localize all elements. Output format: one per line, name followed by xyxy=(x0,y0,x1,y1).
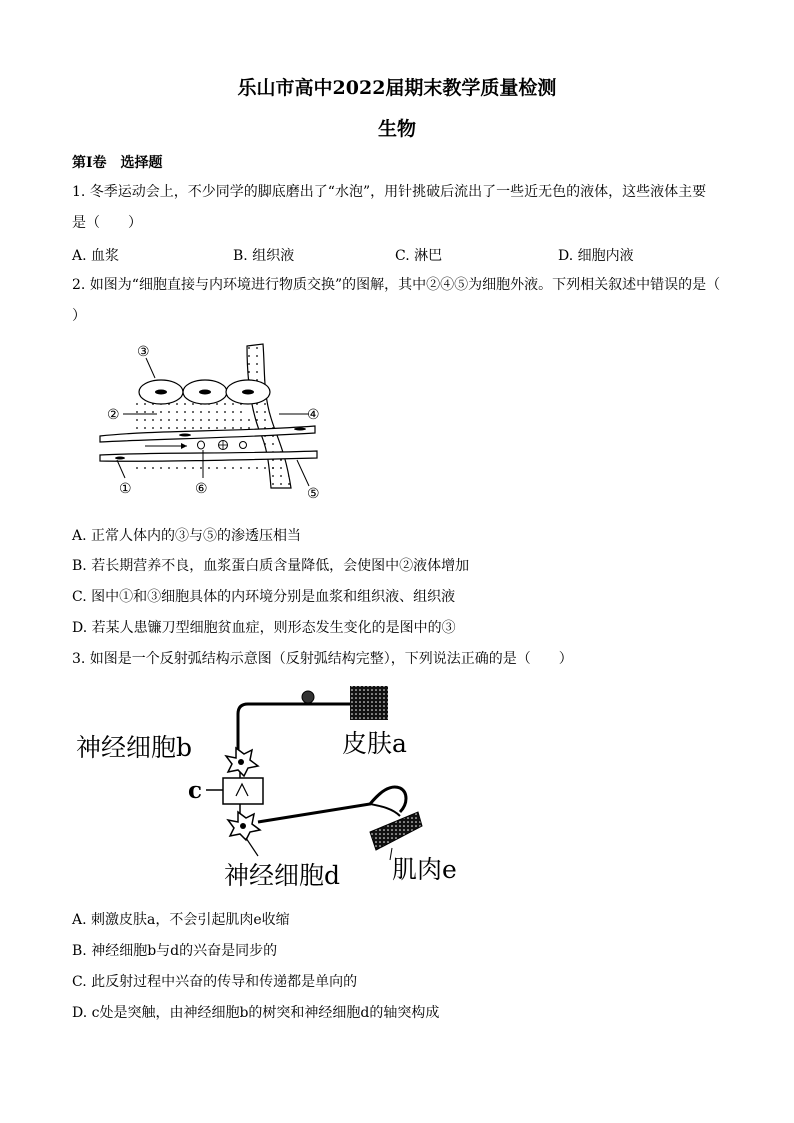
q1-option-b[interactable]: B. 组织液 xyxy=(233,248,295,264)
page-title: 乐山市高中2022届期末教学质量检测 xyxy=(237,77,557,99)
label-5: ⑤ xyxy=(307,486,320,502)
muscle-effector xyxy=(370,812,422,850)
label-neuron-b: 神经细胞b xyxy=(76,733,193,762)
q3-option-c[interactable]: C. 此反射过程中兴奋的传导和传递都是单向的 xyxy=(72,974,358,990)
q1-option-c[interactable]: C. 淋巴 xyxy=(395,248,443,264)
label-skin-a: 皮肤a xyxy=(342,729,407,758)
q1-stem-line1: 1. 冬季运动会上，不少同学的脚底磨出了“水泡”，用针挑破后流出了一些近无色的液体，这些液体主要 xyxy=(72,184,707,200)
motor-nerve-fiber xyxy=(258,787,406,822)
endothelial-nucleus xyxy=(115,457,125,460)
q2-option-d[interactable]: D. 若某人患镰刀型细胞贫血症，则形态发生变化的是图中的③ xyxy=(72,620,456,636)
cell-exchange-figure xyxy=(95,338,335,503)
skin-receptor xyxy=(350,686,388,720)
synapse-box xyxy=(223,778,263,804)
blood-cell xyxy=(198,441,205,449)
blood-cell xyxy=(240,442,247,449)
reflex-arc-figure xyxy=(70,680,480,895)
cell-nucleus xyxy=(242,390,254,395)
q1-option-a[interactable]: A. 血浆 xyxy=(72,248,120,264)
tissue-fluid-region xyxy=(135,403,257,433)
cell-nucleus xyxy=(155,390,167,395)
label-1: ① xyxy=(119,481,132,497)
q3-option-b[interactable]: B. 神经细胞b与d的兴奋是同步的 xyxy=(72,943,278,959)
q2-stem-line2: ） xyxy=(72,308,86,324)
cell-nucleus xyxy=(199,390,211,395)
q1-options xyxy=(72,245,722,265)
label-3: ③ xyxy=(137,344,150,360)
subject-title: 生物 xyxy=(377,118,416,140)
ganglion xyxy=(302,691,314,703)
tissue-fluid-lower xyxy=(135,463,275,470)
q2-option-c[interactable]: C. 图中①和③细胞具体的内环境分别是血浆和组织液、组织液 xyxy=(72,589,456,605)
q3-option-d[interactable]: D. c处是突触，由神经细胞b的树突和神经细胞d的轴突构成 xyxy=(72,1005,440,1021)
sensory-nerve-fiber xyxy=(238,704,352,756)
q2-stem-line1: 2. 如图为“细胞直接与内环境进行物质交换”的图解，其中②④⑤为细胞外液。下列相关叙述中错误的是（ xyxy=(72,277,721,293)
q3-stem-line1: 3. 如图是一个反射弧结构示意图（反射弧结构完整），下列说法正确的是（ ） xyxy=(72,651,573,667)
label-c: c xyxy=(188,777,203,804)
q2-option-a[interactable]: A. 正常人体内的③与⑤的渗透压相当 xyxy=(72,528,302,544)
label-neuron-d: 神经细胞d xyxy=(224,861,341,890)
q1-option-d[interactable]: D. 细胞内液 xyxy=(558,248,634,264)
q2-option-b[interactable]: B. 若长期营养不良，血浆蛋白质含量降低，会使图中②液体增加 xyxy=(72,558,470,574)
label-muscle-e: 肌肉e xyxy=(392,855,457,884)
endothelial-nucleus xyxy=(179,434,191,437)
label-2: ② xyxy=(107,407,120,423)
section-heading: 第I卷 选择题 xyxy=(72,155,163,171)
endothelial-nucleus xyxy=(294,428,306,431)
label-4: ④ xyxy=(307,407,320,423)
label-6: ⑥ xyxy=(195,481,208,497)
q1-stem-line2: 是（ ） xyxy=(72,215,142,231)
q3-option-a[interactable]: A. 刺激皮肤a，不会引起肌肉e收缩 xyxy=(72,912,290,928)
